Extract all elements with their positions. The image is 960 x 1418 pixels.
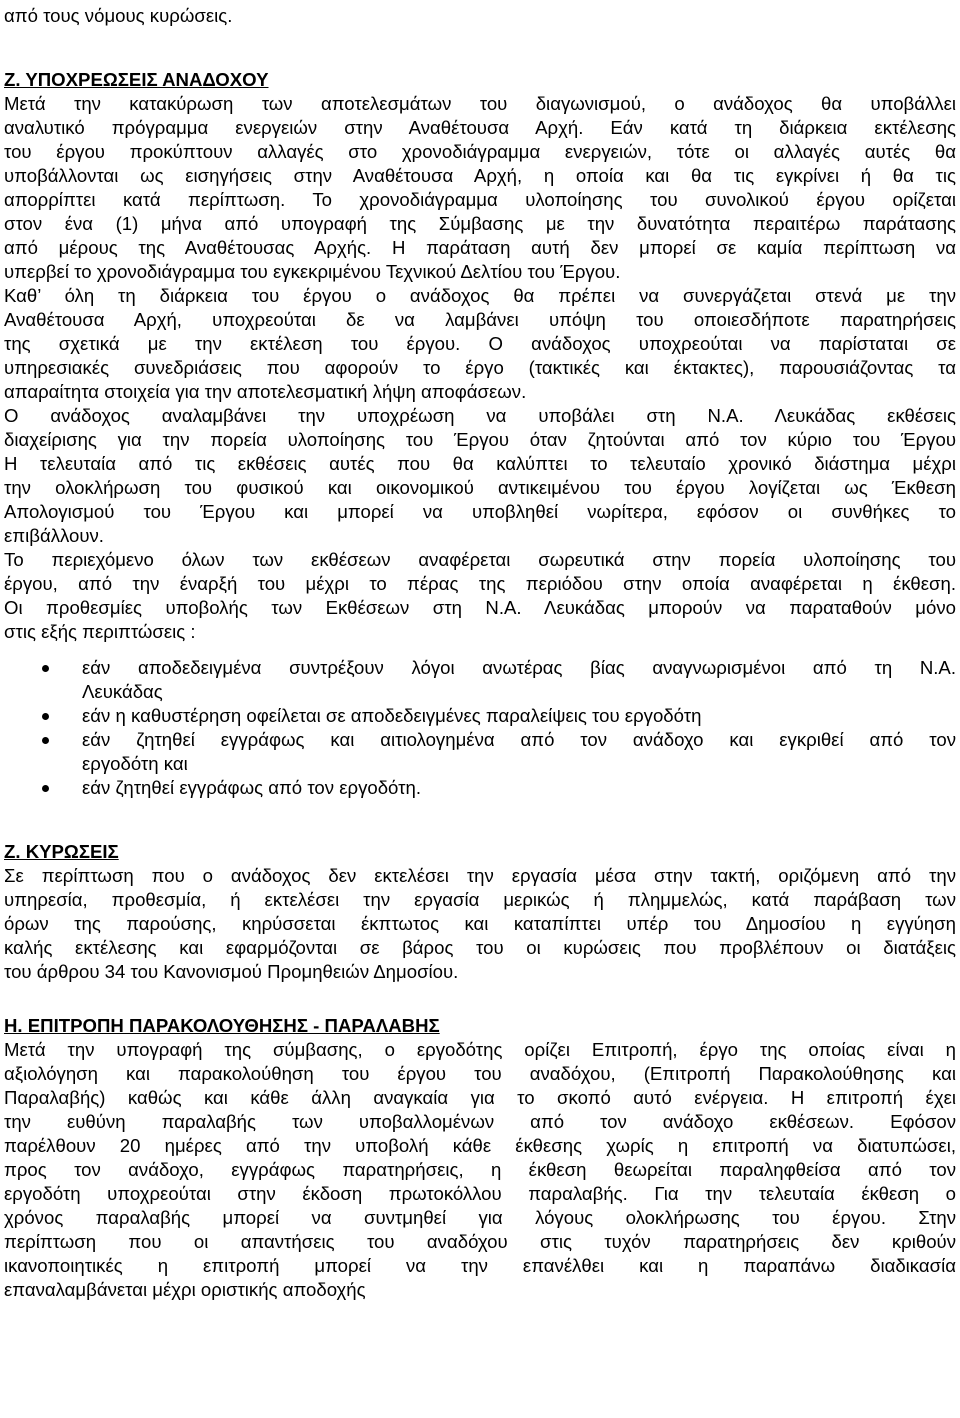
paragraph-line: διαχείρισης για την πορεία υλοποίησης του Έργου όταν ζητούνται από τον κύριο του Έργου — [4, 429, 956, 450]
bullet-icon — [42, 785, 49, 792]
paragraph-line: χρόνος παραλαβής μπορεί να συντμηθεί για λόγους ολοκλήρωσης του έργου. Στην — [4, 1207, 956, 1228]
list-item-line: εάν ζητηθεί εγγράφως από τον εργοδότη. — [82, 777, 421, 798]
section-heading-committee: Η. ΕΠΙΤΡΟΠΗ ΠΑΡΑΚΟΛΟΥΘΗΣΗΣ - ΠΑΡΑΛΑΒΗΣ — [4, 1015, 440, 1036]
paragraph-line: Το περιεχόμενο όλων των εκθέσεων αναφέρεται σωρευτικά στην πορεία υλοποίησης του — [4, 549, 956, 570]
list-item-line: εάν η καθυστέρηση οφείλεται σε αποδεδειγμένες παραλείψεις του εργοδότη — [82, 705, 702, 726]
paragraph-line: Αναθέτουσα Αρχή, υποχρεούται δε να λαμβάνει υπόψη του οποιεσδήποτε παρατηρήσεις — [4, 309, 956, 330]
paragraph-line: Ο ανάδοχος αναλαμβάνει την υποχρέωση να υποβάλει στη Ν.Α. Λευκάδας εκθέσεις — [4, 405, 956, 426]
paragraph-line: αναλυτικό πρόγραμμα ενεργειών στην Αναθέτουσα Αρχή. Εάν κατά τη διάρκεια εκτέλεσης — [4, 117, 956, 138]
paragraph-line: Απολογισμού του Έργου και μπορεί να υποβληθεί νωρίτερα, εφόσον οι συνθήκες το — [4, 501, 956, 522]
paragraph-line: υπερβεί το χρονοδιάγραμμα του εγκεκριμένου Τεχνικού Δελτίου του Έργου. — [4, 261, 621, 282]
list-item-line: εάν ζητηθεί εγγράφως και αιτιολογημένα από τον ανάδοχο και εγκριθεί από τον — [82, 729, 956, 750]
paragraph-line: ικανοποιητικές η επιτροπή μπορεί να την επανέλθει και η παραπάνω διαδικασία — [4, 1255, 956, 1276]
paragraph-line: Παραλαβής) καθώς και κάθε άλλη αναγκαία για το σκοπό αυτό ενέργεια. Η επιτροπή έχει — [4, 1087, 956, 1108]
list-item-line: εάν αποδεδειγμένα συντρέξουν λόγοι ανωτέρας βίας αναγνωρισμένοι από τη Ν.Α. — [82, 657, 956, 678]
bullet-icon — [42, 665, 49, 672]
paragraph-line: προς τον ανάδοχο, εγγράφως παρατηρήσεις, η έκθεση θεωρείται παραληφθείσα από τον — [4, 1159, 956, 1180]
paragraph-line: υπηρεσία, προθεσμία, ή εκτελέσει την εργασία μερικώς ή πλημμελώς, κατά παράβαση των — [4, 889, 956, 910]
list-item-line: εργοδότη και — [82, 753, 188, 774]
paragraph-line: Μετά την κατακύρωση των αποτελεσμάτων του διαγωνισμού, ο ανάδοχος θα υποβάλλει — [4, 93, 956, 114]
paragraph-line: υπηρεσιακές συνεδριάσεις που αφορούν το έργο (τακτικές και έκτακτες), παρουσιάζοντας τα — [4, 357, 956, 378]
paragraph-line: της σχετικά με την εκτέλεση του έργου. Ο ανάδοχος υποχρεούται να παρίσταται σε — [4, 333, 956, 354]
paragraph-line: Σε περίπτωση που ο ανάδοχος δεν εκτελέσει την εργασία μέσα στην τακτή, οριζόμενη από την — [4, 865, 956, 886]
paragraph-line: εργοδότη υποχρεούται στην έκδοση πρωτοκόλλου παραλαβής. Για την τελευταία έκθεση ο — [4, 1183, 956, 1204]
paragraph-line: στον ένα (1) μήνα από υπογραφή της Σύμβασης με την δυνατότητα περαιτέρω παράτασης — [4, 213, 956, 234]
paragraph-line: Η τελευταία από τις εκθέσεις αυτές που θα καλύπτει το τελευταίο χρονικό διάστημα μέχρι — [4, 453, 956, 474]
paragraph-line: επιβάλλουν. — [4, 525, 104, 546]
paragraph-line: υποβάλλονται ως εισηγήσεις στην Αναθέτουσα Αρχή, η οποία και θα τις εγκρίνει ή θα τις — [4, 165, 956, 186]
paragraph-line: καλής εκτέλεσης και εφαρμόζονται σε βάρος του οι κυρώσεις που προβλέπουν οι διατάξεις — [4, 937, 956, 958]
paragraph-line: του έργου προκύπτουν αλλαγές στο χρονοδιάγραμμα ενεργειών, τότε οι αλλαγές αυτές θα — [4, 141, 956, 162]
paragraph-line: αξιολόγηση και παρακολούθηση του έργου του αναδόχου, (Επιτροπή Παρακολούθησης και — [4, 1063, 956, 1084]
paragraph-line: Οι προθεσμίες υποβολής των Εκθέσεων στη Ν.Α. Λευκάδας μπορούν να παραταθούν μόνο — [4, 597, 956, 618]
paragraph-line: απαραίτητα στοιχεία για την αποτελεσματική λήψη αποφάσεων. — [4, 381, 527, 402]
paragraph-line: από μέρους της Αναθέτουσας Αρχής. Η παράταση αυτή δεν μπορεί σε καμία περίπτωση να — [4, 237, 956, 258]
paragraph-line: Μετά την υπογραφή της σύμβασης, ο εργοδότης ορίζει Επιτροπή, έργο της οποίας είναι η — [4, 1039, 956, 1060]
paragraph-line: παρέλθουν 20 ημέρες από την υποβολή κάθε έκθεσης χωρίς η επιτροπή να διατυπώσει, — [4, 1135, 956, 1156]
top-fragment: από τους νόμους κυρώσεις. — [4, 5, 233, 26]
section-heading-obligations: Ζ. ΥΠΟΧΡΕΩΣΕΙΣ ΑΝΑΔΟΧΟΥ — [4, 69, 269, 90]
section-heading-sanctions: Ζ. ΚΥΡΩΣΕΙΣ — [4, 841, 119, 862]
paragraph-line: απορρίπτει κατά περίπτωση. Το χρονοδιάγραμμα υλοποίησης του συνολικού έργου ορίζεται — [4, 189, 956, 210]
paragraph-line: την ολοκλήρωση του φυσικού και οικονομικού αντικειμένου του έργου λογίζεται ως Έκθεση — [4, 477, 956, 498]
paragraph-line: Καθ’ όλη τη διάρκεια του έργου ο ανάδοχος θα πρέπει να συνεργάζεται στενά με την — [4, 285, 956, 306]
paragraph-line: στις εξής περιπτώσεις : — [4, 621, 196, 642]
bullet-icon — [42, 737, 49, 744]
paragraph-line: περίπτωση που οι απαντήσεις του αναδόχου στις τυχόν παρατηρήσεις δεν κριθούν — [4, 1231, 956, 1252]
bullet-icon — [42, 713, 49, 720]
paragraph-line: επαναλαμβάνεται μέχρι οριστικής αποδοχής — [4, 1279, 366, 1300]
paragraph-line: όρων της παρούσης, κηρύσσεται έκπτωτος και καταπίπτει υπέρ του Δημοσίου η εγγύηση — [4, 913, 956, 934]
paragraph-line: του άρθρου 34 του Κανονισμού Προμηθειών Δημοσίου. — [4, 961, 459, 982]
paragraph-line: έργου, από την έναρξή του μέχρι το πέρας της περιόδου στην οποία αναφέρεται η έκθεση. — [4, 573, 956, 594]
paragraph-line: την ευθύνη παραλαβής των υποβαλλομένων από τον ανάδοχο εκθέσεων. Εφόσον — [4, 1111, 956, 1132]
list-item-line: Λευκάδας — [82, 681, 163, 702]
